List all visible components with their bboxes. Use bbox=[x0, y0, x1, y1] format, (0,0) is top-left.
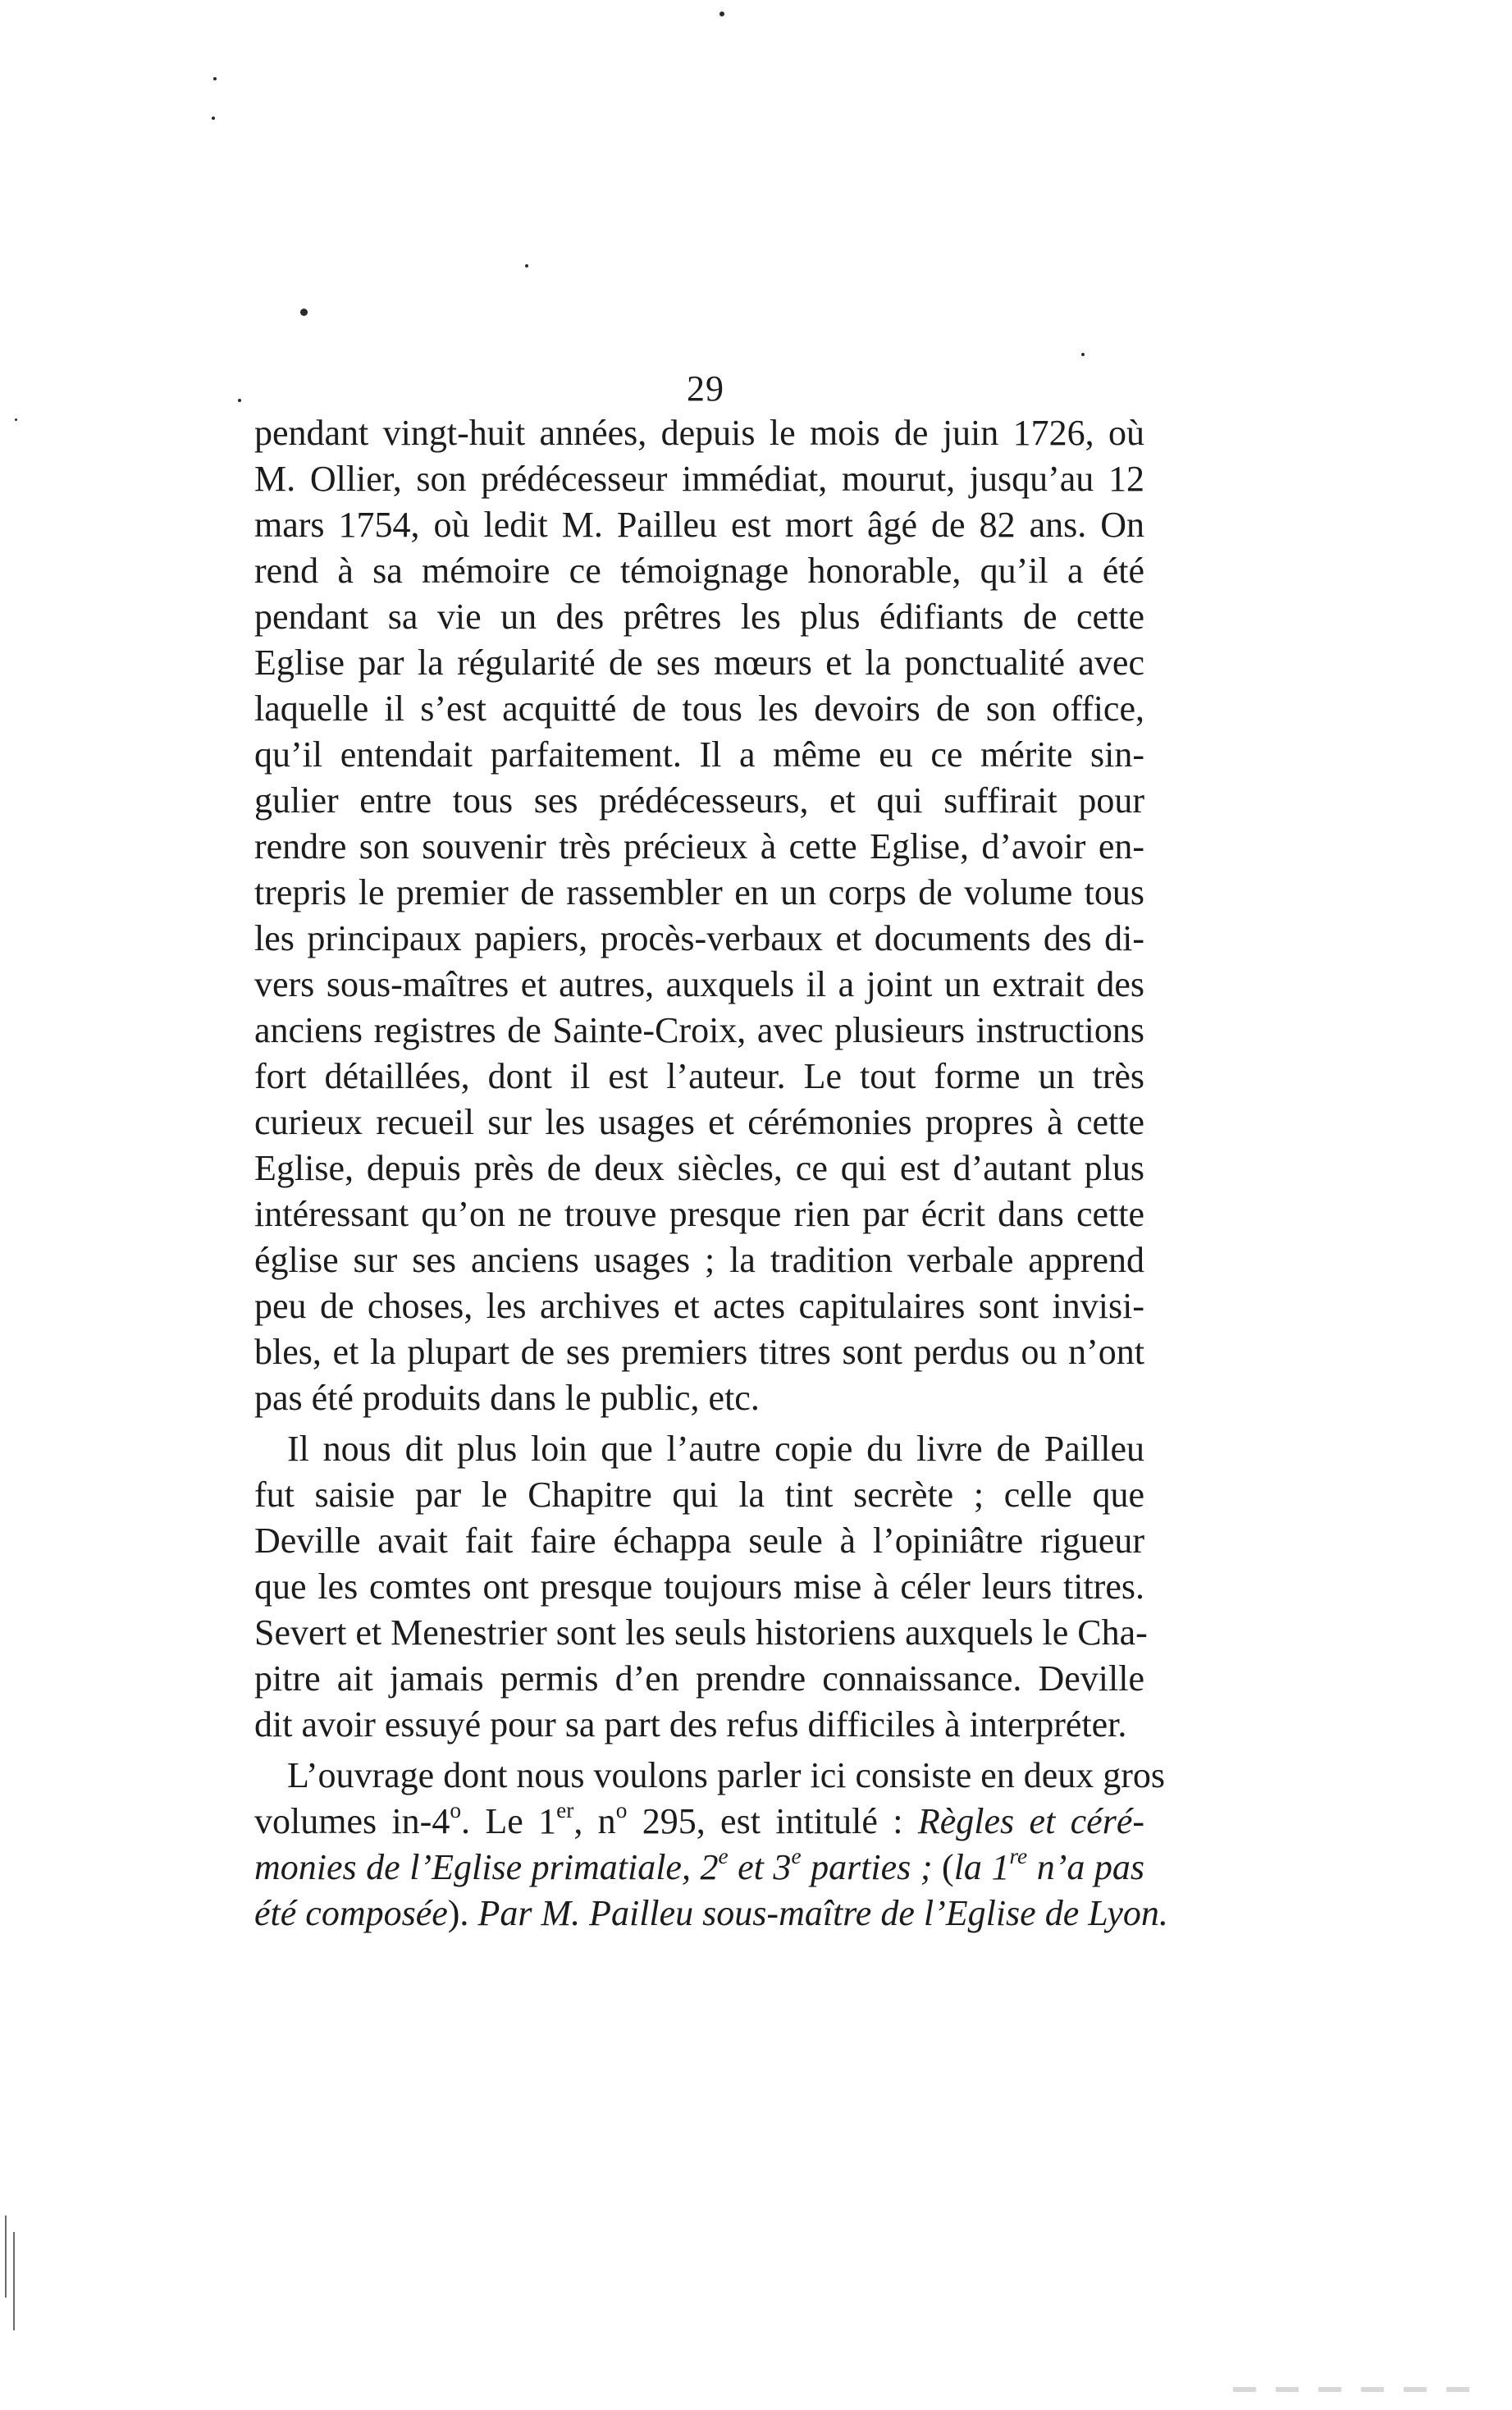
text-line bbox=[254, 916, 1144, 962]
text-line bbox=[254, 1237, 1144, 1283]
text-run: Deville avait fait faire échappa seule à l’opiniâtre rigueur bbox=[254, 1521, 1144, 1561]
text-run: Eglise, depuis près de deux siècles, ce qui est d’autant plus bbox=[254, 1148, 1144, 1188]
superscript: e bbox=[791, 1843, 802, 1868]
text-line bbox=[254, 732, 1144, 778]
text-line bbox=[254, 1891, 1168, 1937]
text-run: trepris le premier de rassembler en un corps de volume tous bbox=[254, 872, 1144, 912]
text-run: les principaux papiers, procès-verbaux et documents des di- bbox=[254, 918, 1144, 958]
text-run: n’a pas bbox=[1027, 1847, 1144, 1887]
text-line bbox=[254, 548, 1144, 594]
text-line bbox=[254, 962, 1144, 1008]
text-run: été composée bbox=[254, 1893, 448, 1933]
text-run: ). bbox=[447, 1893, 478, 1933]
scan-edge-mark bbox=[5, 2216, 7, 2298]
text-run: vers sous-maîtres et autres, auxquels il a joint un extrait des bbox=[254, 964, 1144, 1004]
text-run: L’ouvrage dont nous voulons parler ici consiste en deux gros bbox=[287, 1755, 1166, 1795]
text-line bbox=[254, 1845, 1144, 1891]
text-line bbox=[254, 594, 1144, 640]
text-run: intéressant qu’on ne trouve presque rien par écrit dans cette bbox=[254, 1194, 1144, 1234]
text-run: pitre ait jamais permis d’en prendre connaissance. Deville bbox=[254, 1658, 1144, 1699]
text-line bbox=[254, 1426, 1144, 1472]
text-line bbox=[254, 1518, 1144, 1564]
paragraph bbox=[254, 410, 1144, 1421]
text-line bbox=[254, 1375, 1144, 1421]
scan-speck bbox=[1081, 353, 1085, 356]
scan-speck bbox=[212, 117, 215, 120]
text-run: et 3 bbox=[728, 1847, 792, 1887]
scan-speck bbox=[15, 418, 17, 421]
text-line bbox=[254, 1799, 1144, 1845]
superscript: re bbox=[1009, 1843, 1028, 1868]
text-run: ( bbox=[942, 1847, 954, 1887]
scan-edge-mark bbox=[13, 2232, 15, 2330]
text-line bbox=[254, 640, 1144, 686]
superscript: er bbox=[556, 1797, 574, 1822]
scan-speck bbox=[525, 264, 528, 268]
text-run: volumes in-4 bbox=[254, 1801, 450, 1841]
scan-speck bbox=[213, 77, 217, 80]
text-line bbox=[254, 686, 1144, 732]
text-line bbox=[254, 1100, 1144, 1146]
text-run: anciens registres de Sainte-Croix, avec plusieurs instructions bbox=[254, 1010, 1144, 1050]
text-run: . Le 1 bbox=[460, 1801, 557, 1841]
superscript: o bbox=[615, 1797, 628, 1822]
text-line bbox=[254, 1472, 1144, 1518]
superscript: o bbox=[450, 1797, 461, 1822]
text-line bbox=[254, 778, 1144, 824]
paragraph bbox=[254, 1753, 1168, 1937]
text-run: peu de choses, les archives et actes capitulaires sont invisi- bbox=[254, 1286, 1144, 1326]
text-line bbox=[254, 1283, 1144, 1329]
text-line bbox=[254, 824, 1144, 870]
text-run: Règles et céré- bbox=[917, 1801, 1145, 1841]
text-run: qu’il entendait parfaitement. Il a même eu ce mérite sin- bbox=[254, 734, 1144, 775]
text-run: parties ; bbox=[801, 1847, 943, 1887]
text-run: rendre son souvenir très précieux à cette Eglise, d’avoir en- bbox=[254, 826, 1144, 867]
text-run: monies de l’Eglise primatiale, 2 bbox=[254, 1847, 719, 1887]
scan-footer-smudge bbox=[1233, 2387, 1479, 2392]
text-run: pendant sa vie un des prêtres les plus édifiants de cette bbox=[254, 597, 1144, 637]
text-run: fort détaillées, dont il est l’auteur. Le tout forme un très bbox=[254, 1056, 1144, 1096]
paragraph bbox=[254, 1426, 1148, 1748]
text-run: M. Ollier, son prédécesseur immédiat, mourut, jusqu’au 12 bbox=[254, 459, 1144, 499]
body-text bbox=[254, 410, 1168, 1937]
text-line bbox=[254, 456, 1144, 502]
text-line bbox=[254, 1610, 1148, 1656]
text-line bbox=[254, 1054, 1144, 1100]
text-line bbox=[254, 1191, 1144, 1237]
text-run: laquelle il s’est acquitté de tous les devoirs de son office, bbox=[254, 688, 1144, 729]
text-run: mars 1754, où ledit M. Pailleu est mort âgé de 82 ans. On bbox=[254, 505, 1144, 545]
text-run: curieux recueil sur les usages et cérémonies propres à cette bbox=[254, 1102, 1144, 1142]
text-run: Par M. Pailleu sous-maître de l’Eglise de Lyon. bbox=[477, 1893, 1168, 1933]
page-number: 29 bbox=[687, 368, 724, 409]
text-run: bles, et la plupart de ses premiers titres sont perdus ou n’ont bbox=[254, 1332, 1144, 1372]
text-line bbox=[254, 1702, 1144, 1748]
text-run: la 1 bbox=[953, 1847, 1010, 1887]
scan-speck bbox=[300, 309, 308, 316]
text-line bbox=[254, 502, 1144, 548]
text-line bbox=[254, 870, 1144, 916]
text-line bbox=[254, 1564, 1144, 1610]
text-run: église sur ses anciens usages ; la tradition verbale apprend bbox=[254, 1240, 1144, 1280]
scan-speck bbox=[238, 399, 241, 402]
text-run: pas été produits dans le public, etc. bbox=[254, 1378, 760, 1418]
scan-speck bbox=[719, 11, 724, 16]
text-run: fut saisie par le Chapitre qui la tint secrète ; celle que bbox=[254, 1475, 1144, 1515]
text-line bbox=[254, 410, 1144, 456]
superscript: e bbox=[718, 1843, 729, 1868]
text-run: rend à sa mémoire ce témoignage honorable, qu’il a été bbox=[254, 551, 1144, 591]
text-line bbox=[254, 1753, 1166, 1799]
text-line bbox=[254, 1656, 1144, 1702]
text-line bbox=[254, 1008, 1144, 1054]
text-run: Il nous dit plus loin que l’autre copie du livre de Pailleu bbox=[287, 1429, 1144, 1469]
text-line bbox=[254, 1146, 1144, 1191]
text-run: gulier entre tous ses prédécesseurs, et qui suffirait pour bbox=[254, 780, 1144, 821]
text-run: , n bbox=[573, 1801, 616, 1841]
text-run: Severt et Menestrier sont les seuls historiens auxquels le Cha- bbox=[254, 1612, 1148, 1653]
text-run: que les comtes ont presque toujours mise à céler leurs titres. bbox=[254, 1566, 1144, 1607]
text-line bbox=[254, 1329, 1144, 1375]
text-run: dit avoir essuyé pour sa part des refus difficiles à interpréter. bbox=[254, 1704, 1127, 1745]
text-run: pendant vingt-huit années, depuis le mois de juin 1726, où bbox=[254, 413, 1144, 453]
text-run: Eglise par la régularité de ses mœurs et la ponctualité avec bbox=[254, 643, 1144, 683]
text-run: 295, est intitulé : bbox=[627, 1801, 918, 1841]
